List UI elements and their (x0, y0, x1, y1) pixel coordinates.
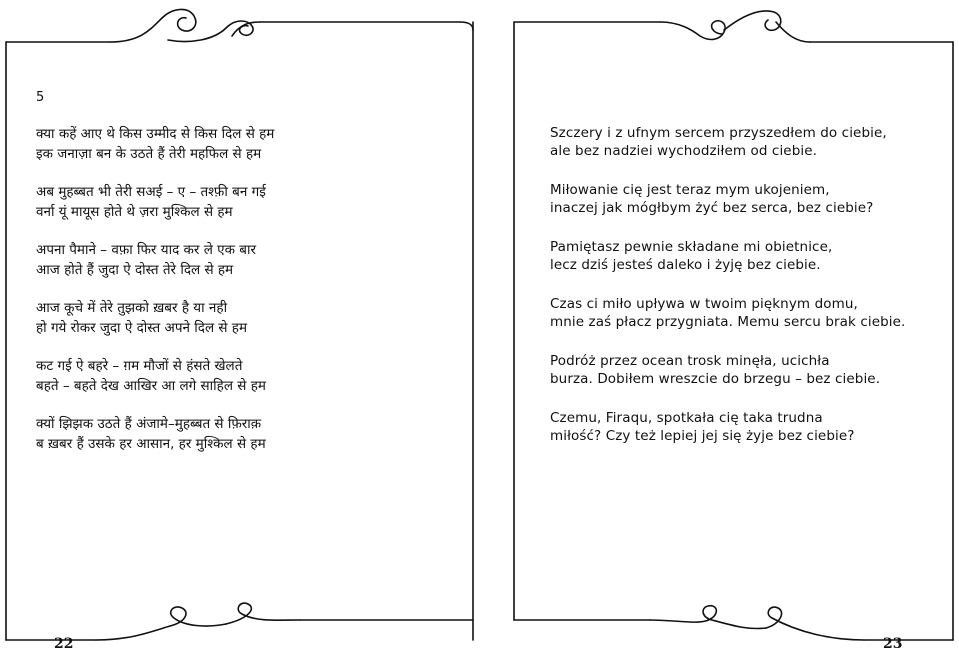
stanza (550, 124, 905, 160)
left-page (0, 0, 479, 660)
poem-line: ब ख़बर हैं उसके हर आसान, हर मुश्किल से हम (36, 436, 266, 452)
poem-line: अपना पैमाने – वफ़ा फिर याद कर ले एक बार (36, 242, 257, 258)
poem-line: वर्ना यूं मायूस होते थे ज़रा मुश्किल से हम (36, 204, 233, 220)
page-number: 23 (883, 636, 903, 652)
poem-line: Czemu, Firaqu, spotkała cię taka trudna (550, 410, 823, 426)
poem-line: हो गये रोकर जुदा ऐ दोस्त अपने दिल से हम (36, 320, 248, 336)
poem-line: इक जनाज़ा बन के उठते हैं तेरी महफिल से हम (36, 146, 262, 162)
stanza (550, 238, 905, 274)
poem-line: Miłowanie cię jest teraz mym ukojeniem, (550, 182, 830, 198)
stanza (36, 124, 274, 164)
poem-line: burza. Dobiłem wreszcie do brzegu – bez ciebie. (550, 371, 881, 387)
page-number: 22 (54, 636, 74, 652)
section-number: 5 (36, 90, 45, 105)
stanza (36, 298, 274, 338)
scroll-flourish-top-b (724, 11, 781, 30)
poem-line: कट गई ऐ बहरे – ग़म मौजों से हंसते खेलते (36, 358, 243, 374)
poem-line: lecz dziś jesteś daleko i żyję bez ciebie. (550, 257, 821, 273)
stanza (36, 414, 274, 454)
frame-corner-tr (460, 22, 473, 30)
poem-line: क्या कहें आए थे किस उम्मीद से किस दिल से हम (36, 126, 275, 142)
poem-line: Podróż przez ocean trosk minęła, ucichła (550, 353, 830, 369)
scroll-flourish-bottom-b (226, 603, 300, 624)
scroll-flourish-top-c (232, 22, 260, 36)
scroll-flourish-top-a (110, 9, 196, 42)
scroll-flourish-top-a (660, 21, 725, 40)
hindi-poem (36, 124, 274, 472)
polish-poem (550, 124, 905, 466)
poem-line: अब मुहब्बत भी तेरी सअई – ए – तश्फ़ी बन गई (36, 184, 266, 200)
scroll-flourish-top-c (776, 22, 810, 42)
poem-line: miłość? Czy też lepiej jej się żyje bez ciebie? (550, 428, 855, 444)
poem-line: आज होते हैं जुदा ऐ दोस्त तेरे दिल से हम (36, 262, 234, 278)
stanza (550, 181, 905, 217)
stanza (550, 295, 905, 331)
poem-line: आज कूचे में तेरे तुझको ख़बर है या नही (36, 300, 228, 316)
stanza (550, 352, 905, 388)
poem-line: बहते – बहते देख आखिर आ लगे साहिल से हम (36, 378, 266, 394)
stanza (36, 356, 274, 396)
stanza (36, 240, 274, 280)
stanza (550, 409, 905, 445)
poem-line: Czas ci miło upływa w twoim pięknym domu, (550, 296, 858, 312)
right-page (480, 0, 959, 660)
poem-line: ale bez nadziei wychodziłem od ciebie. (550, 143, 818, 159)
poem-line: inaczej jak mógłbym żyć bez serca, bez ciebie? (550, 200, 874, 216)
stanza (36, 182, 274, 222)
scroll-flourish-bottom-a (96, 607, 226, 640)
scroll-flourish-bottom-a (650, 606, 766, 629)
poem-line: क्यों झिझक उठते हैं अंजामे–मुहब्बत से फ़िराक़ (36, 416, 262, 432)
poem-line: Szczery i z ufnym sercem przyszedłem do ciebie, (550, 125, 887, 141)
poem-line: mnie zaś płacz przygniata. Memu sercu brak ciebie. (550, 314, 906, 330)
poem-line: Pamiętasz pewnie składane mi obietnice, (550, 239, 833, 255)
scroll-flourish-top-b (168, 21, 253, 42)
scroll-flourish-bottom-b (766, 607, 864, 640)
